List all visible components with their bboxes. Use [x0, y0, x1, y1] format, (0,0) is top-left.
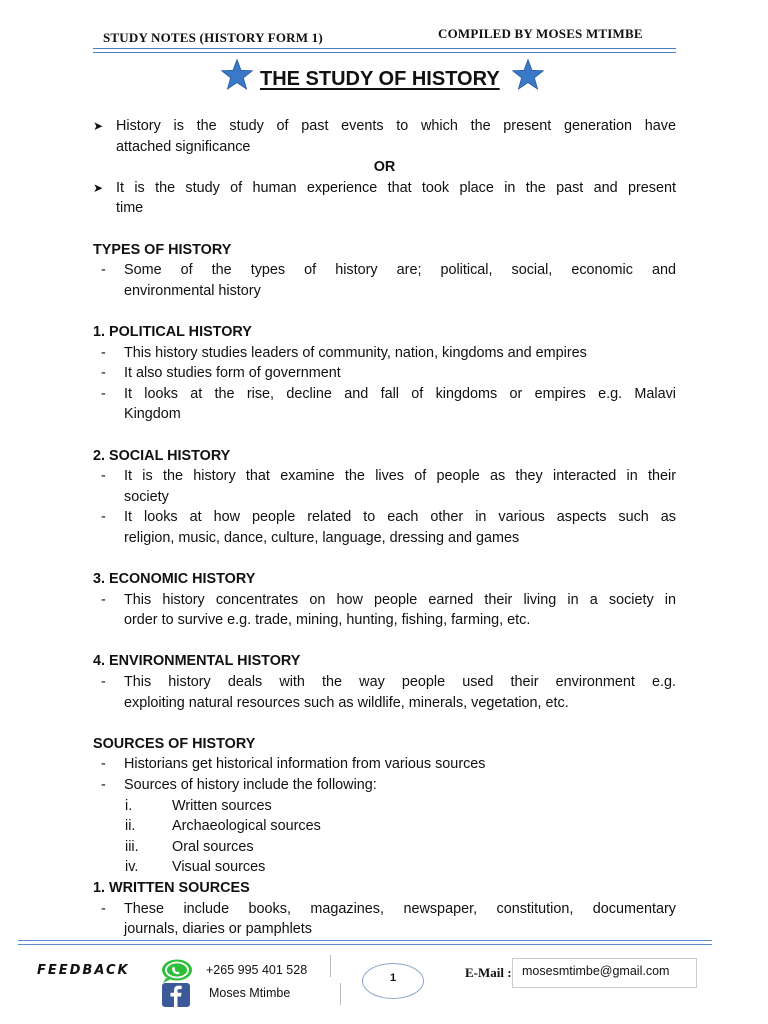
list-item: - This history deals with the way people used their environment e.g.: [93, 672, 676, 693]
section-heading-environmental: 4. ENVIRONMENTAL HISTORY: [93, 653, 301, 670]
list-item-text: Sources of history include the following:: [124, 777, 377, 793]
list-item-text: It is the history that examine the lives of people as they interacted in their: [124, 468, 676, 485]
section-heading-types: TYPES OF HISTORY: [93, 241, 232, 258]
roman-list-item: [93, 837, 676, 858]
section-heading-written: 1. WRITTEN SOURCES: [93, 879, 250, 896]
phone-number: +265 995 401 528: [206, 963, 308, 977]
list-item: - These include books, magazines, newspaper, constitution, documentary: [93, 899, 676, 920]
list-item: - It also studies form of government: [93, 363, 676, 384]
arrow-bullet-icon: ➤: [93, 119, 104, 133]
roman-numeral: i.: [125, 797, 133, 814]
list-item: - This history concentrates on how people earned their living in a society in: [93, 590, 676, 611]
title-block: [0, 62, 768, 98]
facebook-name: Moses Mtimbe: [209, 986, 291, 1000]
or-separator: OR: [373, 159, 396, 176]
header-rule-top: [93, 48, 676, 49]
list-item-text: It looks at how people related to each other in various aspects such as: [124, 509, 676, 526]
page-number: 1: [389, 972, 397, 984]
list-item-text: environmental history: [124, 282, 261, 299]
footer-rule-bottom: [18, 944, 712, 945]
header-left-text: STUDY NOTES (HISTORY FORM 1): [103, 30, 323, 45]
roman-numeral: iv.: [125, 859, 139, 876]
list-item-text: This history studies leaders of community, nation, kingdoms and empires: [124, 344, 587, 361]
roman-list-item: [93, 857, 676, 878]
definition-text: History is the study of past events to which the present generation have: [116, 118, 676, 134]
roman-list-item: [93, 796, 676, 817]
list-item-text: Historians get historical information from various sources: [124, 756, 486, 773]
list-item-text: This history concentrates on how people earned their living in a society in: [124, 591, 676, 608]
roman-item-text: Oral sources: [172, 838, 254, 855]
list-item-text: It looks at the rise, decline and fall of kingdoms or empires e.g. Malavi: [124, 385, 676, 402]
email-label: E-Mail :: [465, 965, 512, 980]
list-item: - Historians get historical information from various sources: [93, 754, 676, 775]
intro-definition-1: [93, 116, 676, 137]
list-item-text: order to survive e.g. trade, mining, hunting, fishing, farming, etc.: [124, 612, 531, 629]
list-item: - Some of the types of history are; political, social, economic and: [93, 260, 676, 281]
roman-numeral: ii.: [125, 818, 136, 835]
list-item-text: society: [124, 488, 169, 505]
list-item: - It looks at the rise, decline and fall of kingdoms or empires e.g. Malavi: [93, 384, 676, 405]
definition-text: time: [116, 200, 144, 217]
list-item-text: journals, diaries or pamphlets: [124, 921, 312, 938]
whatsapp-icon[interactable]: [160, 958, 194, 984]
section-heading-political: 1. POLITICAL HISTORY: [93, 323, 252, 340]
feedback-label: FEEDBACK: [37, 963, 130, 978]
list-item-text: It also studies form of government: [124, 365, 341, 382]
list-item: - This history studies leaders of community, nation, kingdoms and empires: [93, 343, 676, 364]
list-item-text: Some of the types of history are; political, social, economic and: [124, 262, 676, 279]
header-rule-bottom: [93, 52, 676, 53]
definition-text: attached significance: [116, 138, 251, 155]
roman-numeral: iii.: [125, 838, 139, 855]
list-item: - Sources of history include the following:: [93, 775, 676, 796]
page-title: THE STUDY OF HISTORY: [260, 68, 500, 90]
section-heading-sources: SOURCES OF HISTORY: [93, 735, 256, 752]
header-right-text: COMPILED BY MOSES MTIMBE: [438, 26, 643, 41]
email-address[interactable]: mosesmtimbe@gmail.com: [522, 964, 670, 978]
section-heading-social: 2. SOCIAL HISTORY: [93, 447, 231, 464]
footer-rule-top: [18, 940, 712, 941]
list-item-text: This history deals with the way people used their environment e.g.: [124, 674, 676, 691]
list-item: - It is the history that examine the lives of people as they interacted in their: [93, 466, 676, 487]
roman-item-text: Written sources: [172, 797, 272, 814]
arrow-bullet-icon: ➤: [93, 180, 104, 195]
roman-item-text: Visual sources: [172, 859, 266, 876]
definition-text: It is the study of human experience that took place in the past and present: [116, 179, 676, 196]
section-heading-economic: 3. ECONOMIC HISTORY: [93, 571, 256, 588]
star-icon-right: [511, 58, 545, 92]
intro-definition-2: [93, 178, 676, 199]
footer-divider: [340, 983, 341, 1005]
list-item-text: These include books, magazines, newspaper, constitution, documentary: [124, 900, 676, 917]
list-item-text: Kingdom: [124, 406, 181, 423]
list-item: - It looks at how people related to each other in various aspects such as: [93, 507, 676, 528]
facebook-icon[interactable]: [162, 983, 190, 1007]
document-body: [93, 116, 676, 940]
list-item-text: religion, music, dance, culture, language, dressing and games: [124, 529, 520, 546]
footer-divider: [330, 955, 331, 977]
roman-list-item: [93, 816, 676, 837]
roman-item-text: Archaeological sources: [172, 818, 321, 835]
list-item-text: exploiting natural resources such as wildlife, minerals, vegetation, etc.: [124, 694, 569, 711]
star-icon-left: [220, 58, 254, 92]
